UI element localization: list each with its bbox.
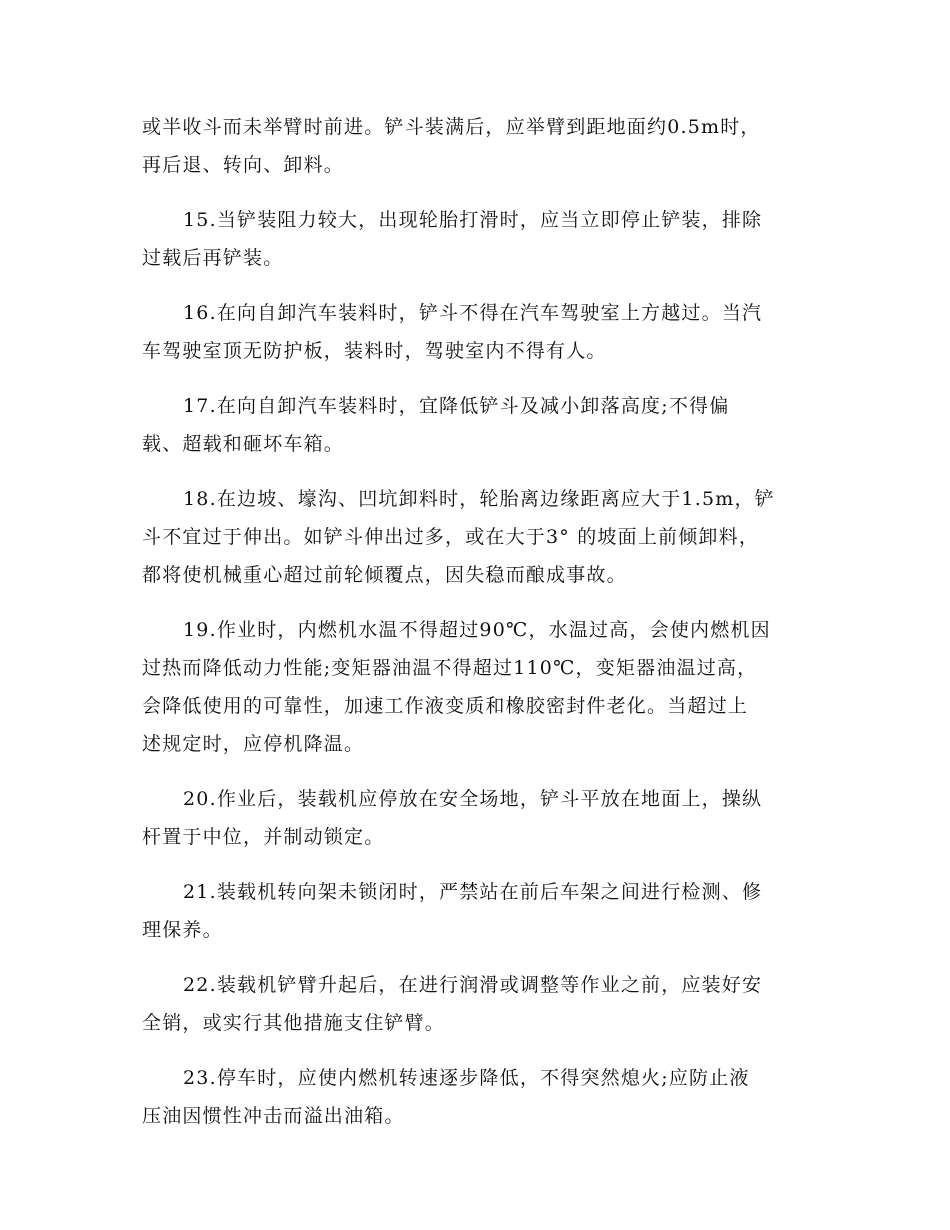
paragraph-item-22 [142, 966, 812, 1042]
text-line: 16.在向自卸汽车装料时，铲斗不得在汽车驾驶室上方越过。当汽 [183, 302, 763, 324]
text-line: 19.作业时，内燃机水温不得超过90℃，水温过高，会使内燃机因 [183, 619, 771, 641]
text-line: 15.当铲装阻力较大，出现轮胎打滑时，应当立即停止铲装，排除 [183, 209, 763, 231]
text-line: 车驾驶室顶无防护板，装料时，驾驶室内不得有人。 [142, 340, 607, 362]
text-line: 20.作业后，装载机应停放在安全场地，铲斗平放在地面上，操纵 [183, 788, 763, 810]
paragraph-continuation [142, 108, 812, 184]
paragraph-item-21 [142, 873, 812, 949]
text-line: 述规定时，应停机降温。 [142, 733, 365, 755]
paragraph-item-17 [142, 387, 812, 463]
text-line: 再后退、转向、卸料。 [142, 154, 345, 176]
text-line: 全销，或实行其他措施支住铲臂。 [142, 1012, 446, 1034]
text-line: 或半收斗而未举臂时前进。铲斗装满后，应举臂到距地面约0.5m时， [142, 116, 761, 138]
text-line: 都将使机械重心超过前轮倾覆点，因失稳而酿成事故。 [142, 564, 627, 586]
text-line: 载、超载和砸坏车箱。 [142, 433, 345, 455]
text-line: 压油因惯性冲击而溢出油箱。 [142, 1105, 405, 1127]
text-line: 杆置于中位，并制动锁定。 [142, 826, 385, 848]
text-line: 23.停车时，应使内燃机转速逐步降低，不得突然熄火;应防止液 [183, 1067, 750, 1089]
text-line: 17.在向自卸汽车装料时，宜降低铲斗及减小卸落高度;不得偏 [183, 395, 730, 417]
text-line: 过热而降低动力性能;变矩器油温不得超过110℃，变矩器油温过高， [142, 657, 758, 679]
text-line: 21.装载机转向架未锁闭时，严禁站在前后车架之间进行检测、修 [183, 881, 763, 903]
text-line: 18.在边坡、壕沟、凹坑卸料时，轮胎离边缘距离应大于1.5m，铲 [183, 488, 775, 510]
text-line: 22.装载机铲臂升起后，在进行润滑或调整等作业之前，应装好安 [183, 974, 763, 996]
paragraph-item-15 [142, 201, 812, 277]
paragraph-item-16 [142, 294, 812, 370]
paragraph-item-20 [142, 780, 812, 856]
text-line: 过载后再铲装。 [142, 247, 284, 269]
document-body [142, 108, 812, 1152]
paragraph-item-23 [142, 1059, 812, 1135]
paragraph-item-19 [142, 611, 812, 763]
paragraph-item-18 [142, 480, 812, 594]
text-line: 会降低使用的可靠性，加速工作液变质和橡胶密封件老化。当超过上 [142, 695, 749, 717]
text-line: 斗不宜过于伸出。如铲斗伸出过多，或在大于3° 的坡面上前倾卸料， [142, 526, 760, 548]
text-line: 理保养。 [142, 919, 223, 941]
